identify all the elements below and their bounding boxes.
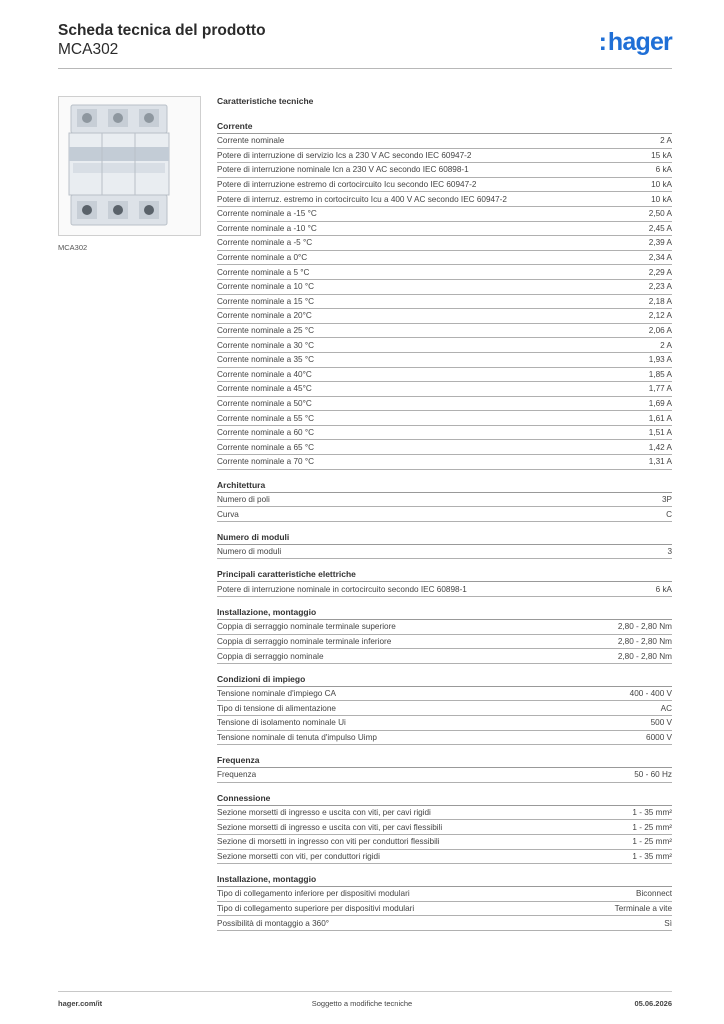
spec-label: Tipo di tensione di alimentazione: [217, 703, 336, 713]
hager-logo: :hager: [598, 28, 672, 56]
spec-row: [217, 368, 672, 383]
spec-label: Tipo di collegamento superiore per dispositivi modulari: [217, 904, 415, 914]
spec-row: [217, 635, 672, 650]
document-title: Scheda tecnica del prodotto: [58, 22, 266, 39]
spec-value: AC: [660, 703, 672, 713]
spec-section: [217, 606, 672, 664]
spec-label: Corrente nominale a 40°C: [217, 369, 312, 379]
spec-value: 1 - 35 mm²: [632, 808, 672, 818]
spec-row: [217, 507, 672, 522]
spec-label: Corrente nominale a 10 °C: [217, 282, 315, 292]
spec-row: [217, 620, 672, 635]
spec-value: 1,85 A: [648, 369, 672, 379]
footer-divider: [58, 991, 672, 992]
spec-label: Corrente nominale a 0°C: [217, 253, 308, 263]
spec-value: 6 kA: [655, 584, 672, 594]
specs-title: Caratteristiche tecniche: [217, 96, 314, 106]
spec-row: [217, 251, 672, 266]
spec-value: 1,31 A: [648, 457, 672, 467]
spec-label: Corrente nominale a 65 °C: [217, 442, 315, 452]
spec-label: Corrente nominale a 70 °C: [217, 457, 315, 467]
spec-label: Potere di interruzione nominale Icn a 230 V AC secondo IEC 60898-1: [217, 165, 469, 175]
spec-value: 3: [667, 547, 672, 557]
spec-label: Numero di poli: [217, 494, 270, 504]
brand-name: hager: [607, 28, 672, 56]
spec-label: Coppia di serraggio nominale terminale inferiore: [217, 636, 392, 646]
spec-row: [217, 397, 672, 412]
spec-section: [217, 754, 672, 783]
spec-value: 2 A: [660, 340, 672, 350]
spec-row: [217, 887, 672, 902]
spec-label: Coppia di serraggio nominale: [217, 651, 324, 661]
spec-row: [217, 353, 672, 368]
spec-label: Corrente nominale a 30 °C: [217, 340, 315, 350]
spec-section-title: Connessione: [217, 792, 672, 806]
spec-value: 1,61 A: [648, 413, 672, 423]
technical-specifications: [217, 95, 672, 940]
product-code: MCA302: [58, 41, 119, 58]
spec-label: Tensione nominale d'impiego CA: [217, 689, 336, 699]
spec-row: [217, 324, 672, 339]
spec-value: 2,18 A: [648, 296, 672, 306]
spec-section-title: Condizioni di impiego: [217, 673, 672, 687]
spec-label: Corrente nominale a -10 °C: [217, 223, 317, 233]
document-header: [58, 22, 266, 59]
spec-row: [217, 338, 672, 353]
spec-value: 2 A: [660, 136, 672, 146]
spec-label: Corrente nominale a 50°C: [217, 398, 312, 408]
spec-row: [217, 850, 672, 865]
product-image-caption: MCA302: [58, 243, 88, 252]
spec-section-title: Installazione, montaggio: [217, 873, 672, 887]
spec-section-title: Corrente: [217, 120, 672, 134]
spec-row: [217, 731, 672, 746]
spec-value: Sì: [664, 918, 672, 928]
spec-value: 2,80 - 2,80 Nm: [617, 651, 672, 661]
spec-label: Sezione morsetti di ingresso e uscita con viti, per cavi rigidi: [217, 808, 431, 818]
spec-row: [217, 426, 672, 441]
spec-row: [217, 411, 672, 426]
spec-section: [217, 120, 672, 470]
spec-section: [217, 873, 672, 931]
header-divider: [58, 68, 672, 69]
spec-label: Corrente nominale: [217, 136, 285, 146]
spec-label: Tensione nominale di tenuta d'impulso Uimp: [217, 732, 377, 742]
spec-row: [217, 455, 672, 470]
spec-label: Potere di interruzione estremo di cortocircuito Icu secondo IEC 60947-2: [217, 180, 477, 190]
spec-row: [217, 163, 672, 178]
spec-value: 2,29 A: [648, 267, 672, 277]
spec-label: Tensione di isolamento nominale Ui: [217, 718, 346, 728]
spec-label: Corrente nominale a 20°C: [217, 311, 312, 321]
spec-label: Frequenza: [217, 770, 257, 780]
spec-row: [217, 820, 672, 835]
spec-row: [217, 687, 672, 702]
spec-row: [217, 222, 672, 237]
spec-row: [217, 701, 672, 716]
spec-value: 1,42 A: [648, 442, 672, 452]
spec-label: Potere di interruzione nominale in cortocircuito secondo IEC 60898-1: [217, 584, 467, 594]
spec-row: [217, 382, 672, 397]
spec-row: [217, 236, 672, 251]
spec-row: [217, 178, 672, 193]
spec-label: Tipo di collegamento inferiore per dispositivi modulari: [217, 889, 410, 899]
spec-value: 2,06 A: [648, 326, 672, 336]
spec-value: 6 kA: [655, 165, 672, 175]
spec-row: [217, 440, 672, 455]
spec-section: [217, 568, 672, 597]
spec-value: 6000 V: [646, 732, 672, 742]
spec-section-title: Frequenza: [217, 754, 672, 768]
spec-label: Numero di moduli: [217, 547, 282, 557]
spec-row: [217, 134, 672, 149]
spec-section-title: Architettura: [217, 479, 672, 493]
spec-label: Corrente nominale a 25 °C: [217, 326, 315, 336]
spec-value: 1,93 A: [648, 355, 672, 365]
spec-value: 10 kA: [651, 180, 672, 190]
spec-section: [217, 673, 672, 745]
spec-value: 1 - 35 mm²: [632, 851, 672, 861]
spec-value: 50 - 60 Hz: [634, 770, 672, 780]
spec-section: [217, 792, 672, 864]
spec-label: Coppia di serraggio nominale terminale superiore: [217, 622, 396, 632]
spec-row: [217, 207, 672, 222]
spec-value: 2,45 A: [648, 223, 672, 233]
spec-row: [217, 493, 672, 508]
spec-label: Sezione morsetti di ingresso e uscita con viti, per cavi flessibili: [217, 822, 443, 832]
spec-value: 2,80 - 2,80 Nm: [617, 622, 672, 632]
spec-value: C: [666, 509, 672, 519]
spec-value: 1,51 A: [648, 428, 672, 438]
spec-label: Corrente nominale a 5 °C: [217, 267, 310, 277]
spec-label: Sezione di morsetti in ingresso con viti per conduttori flessibili: [217, 837, 440, 847]
spec-row: [217, 806, 672, 821]
footer-note: Soggetto a modifiche tecniche: [311, 999, 413, 1008]
spec-label: Sezione morsetti con viti, per conduttori rigidi: [217, 851, 380, 861]
spec-row: [217, 192, 672, 207]
spec-section: [217, 531, 672, 560]
spec-label: Corrente nominale a -15 °C: [217, 209, 317, 219]
spec-label: Corrente nominale a 15 °C: [217, 296, 315, 306]
spec-section: [217, 479, 672, 522]
spec-label: Corrente nominale a 35 °C: [217, 355, 315, 365]
spec-label: Potere di interruz. estremo in cortocircuito Icu a 400 V AC secondo IEC 60947-2: [217, 194, 507, 204]
spec-row: [217, 265, 672, 280]
spec-row: [217, 280, 672, 295]
spec-value: 2,12 A: [648, 311, 672, 321]
spec-label: Potere di interruzione di servizio Ics a 230 V AC secondo IEC 60947-2: [217, 150, 472, 160]
spec-row: [217, 149, 672, 164]
spec-row: [217, 902, 672, 917]
spec-label: Corrente nominale a -5 °C: [217, 238, 313, 248]
spec-row: [217, 295, 672, 310]
circuit-breaker-illustration: [59, 97, 200, 235]
spec-row: [217, 649, 672, 664]
spec-section-title: Principali caratteristiche elettriche: [217, 568, 672, 582]
spec-value: 1,69 A: [648, 398, 672, 408]
spec-label: Corrente nominale a 55 °C: [217, 413, 315, 423]
spec-value: 2,34 A: [648, 253, 672, 263]
spec-section-title: Numero di moduli: [217, 531, 672, 545]
spec-section-title: Installazione, montaggio: [217, 606, 672, 620]
spec-row: [217, 768, 672, 783]
spec-label: Corrente nominale a 60 °C: [217, 428, 315, 438]
spec-value: 15 kA: [651, 150, 672, 160]
spec-value: 1 - 25 mm²: [632, 837, 672, 847]
spec-value: 2,50 A: [648, 209, 672, 219]
spec-label: Curva: [217, 509, 239, 519]
spec-value: Terminale a vite: [614, 904, 672, 914]
spec-row: [217, 582, 672, 597]
spec-value: 2,23 A: [648, 282, 672, 292]
spec-row: [217, 916, 672, 931]
spec-row: [217, 309, 672, 324]
spec-label: Possibilità di montaggio a 360°: [217, 918, 330, 928]
spec-row: [217, 835, 672, 850]
spec-row: [217, 545, 672, 560]
spec-value: 500 V: [650, 718, 672, 728]
spec-value: 400 - 400 V: [629, 689, 672, 699]
spec-value: 2,39 A: [648, 238, 672, 248]
spec-label: Corrente nominale a 45°C: [217, 384, 312, 394]
spec-value: 1 - 25 mm²: [632, 822, 672, 832]
footer-website: hager.com/it: [58, 999, 103, 1008]
product-image: [58, 96, 201, 236]
spec-row: [217, 716, 672, 731]
spec-value: Biconnect: [636, 889, 672, 899]
spec-value: 1,77 A: [648, 384, 672, 394]
footer-date: 05.06.2026: [634, 999, 672, 1008]
spec-value: 10 kA: [651, 194, 672, 204]
spec-value: 3P: [661, 494, 672, 504]
spec-value: 2,80 - 2,80 Nm: [617, 636, 672, 646]
